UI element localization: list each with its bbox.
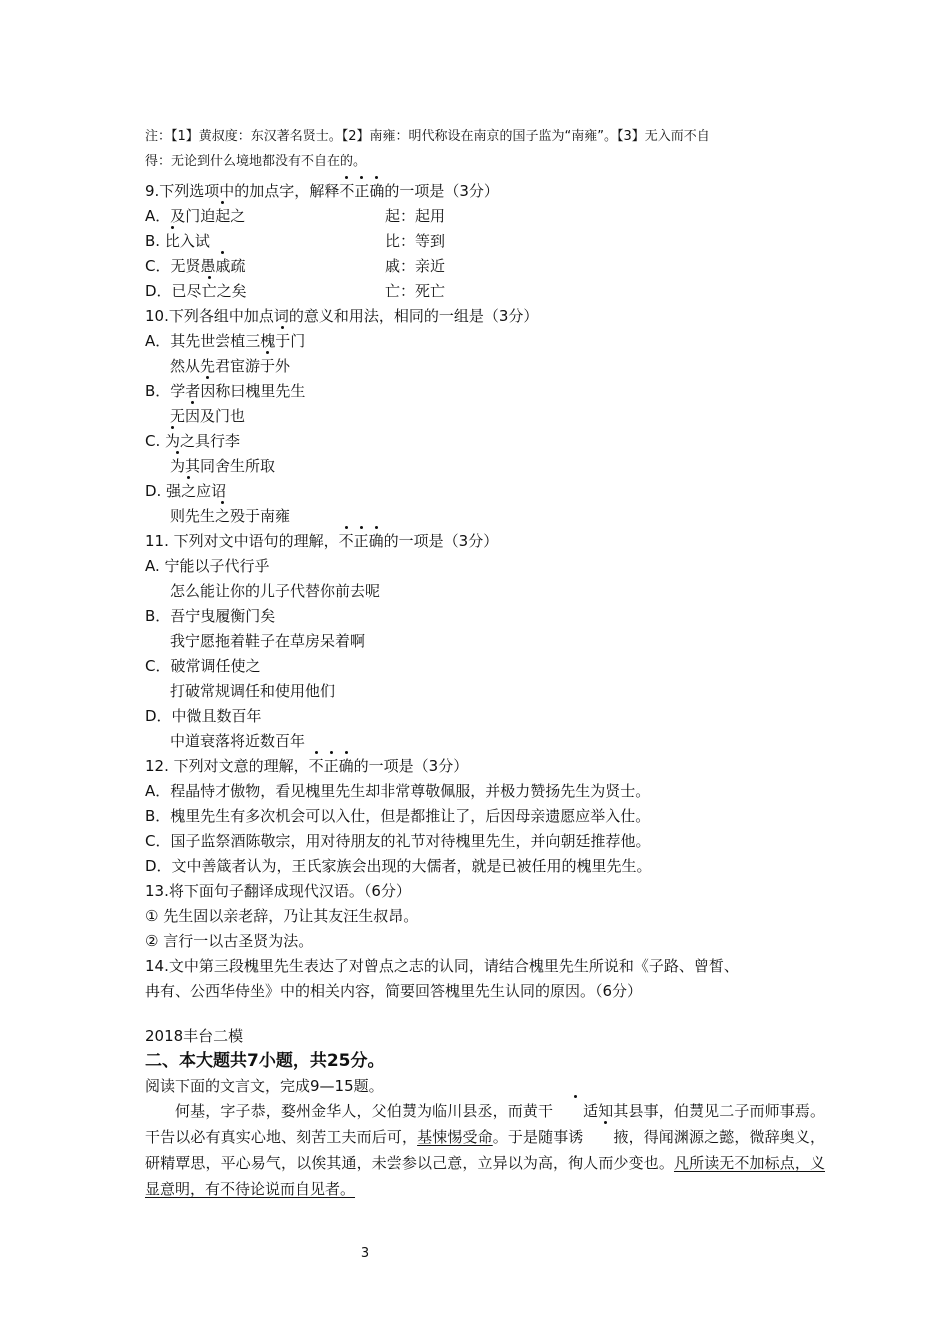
q11-item-sentence: D．中微且数百年 <box>145 707 262 725</box>
section-title: 二、本大题共7小题，共25分。 <box>145 1051 385 1071</box>
q10-group-line-2 <box>145 404 825 429</box>
dotted-char: 掖 <box>583 1124 628 1150</box>
dotted-char: 确 <box>339 754 354 779</box>
q13-sentence-1: ① 先生固以亲老辞，乃让其友汪生叔昂。 <box>145 907 419 925</box>
q10-group-line-1 <box>145 479 825 504</box>
dotted-char: 之 <box>181 479 196 504</box>
q9-option-phrase <box>145 204 385 229</box>
q10-line-text: 殁于南雍 <box>230 507 291 525</box>
q11-item-sentence: C．破常调任使之 <box>145 657 261 675</box>
q13-sentence-2: ② 言行一以古圣贤为法。 <box>145 932 314 950</box>
q9-option-text: A．及门迫 <box>145 207 216 225</box>
dotted-char: 为 <box>165 429 180 454</box>
reading-instruction: 阅读下面的文言文，完成9—15题。 <box>145 1077 384 1095</box>
emphasis-dotted <box>309 757 354 775</box>
q12-stem: 12. 下列对文意的理解，不正确的一项是（3分） <box>145 754 825 779</box>
q10-group-line-2 <box>145 454 825 479</box>
q10-line-text: 其先世尝植三槐 <box>170 332 276 350</box>
dotted-char: 因 <box>185 404 200 429</box>
q10-group-line-1 <box>145 379 825 404</box>
footnote-line-2: 得：无论到什么境地都没有不自在的。 <box>145 154 367 169</box>
dotted-char: 正 <box>354 179 369 204</box>
dotted-char: 不 <box>309 754 324 779</box>
emphasis-dotted <box>339 532 384 550</box>
dotted-char: 确 <box>369 529 384 554</box>
q11-item-sentence: B．吾宁曳履衡门矣 <box>145 607 276 625</box>
q10-line-text: 强 <box>166 482 182 500</box>
q9-option-text: B. <box>145 232 165 250</box>
q9-option-gloss: 比：等到 <box>385 232 446 250</box>
q12-option-c: C．国子监祭酒陈敬宗，用对待朋友的礼节对待槐里先生，并向朝廷推荐他。 <box>145 832 651 850</box>
section-2 <box>145 1024 825 1202</box>
q10-group-line-1 <box>145 329 825 354</box>
dotted-char: 于 <box>275 329 290 354</box>
dotted-char: 比 <box>165 229 180 254</box>
q9-option-text: 之矣 <box>216 282 247 300</box>
q10-line-text: 及门也 <box>200 407 246 425</box>
q10-group-label: C. <box>145 432 166 450</box>
q9-options <box>145 204 825 304</box>
dotted-char: 因 <box>200 379 215 404</box>
dotted-char: 不 <box>339 179 354 204</box>
q10-stem: 10.下列各组中加点词的意义和用法，相同的一组是（3分） <box>145 307 539 325</box>
q9-option <box>145 254 825 279</box>
emphasis-dotted <box>339 182 384 200</box>
q9-option <box>145 279 825 304</box>
underlined-sentence-2: 凡所读无不加标点，义显意明，有不待论说而自见者。 <box>145 1154 825 1198</box>
q9-option-gloss: 戚：亲近 <box>385 257 446 275</box>
q9-option-text: 入试 <box>179 232 210 250</box>
dotted-char: 之 <box>215 504 230 529</box>
q12-option-a: A．程晶恃才傲物，看见槐里先生却非常尊敬佩服，并极力赞扬先生为贤士。 <box>145 782 651 800</box>
q9-option-text: C．无贤愚 <box>145 257 216 275</box>
q9-option-text: 之 <box>230 207 246 225</box>
q10-line-text: 无 <box>170 407 186 425</box>
q9-option-phrase <box>145 229 385 254</box>
q12-option-b: B．槐里先生有多次机会可以入仕，但是都推让了，后因母亲遗愿应举入仕。 <box>145 807 651 825</box>
q10-groups <box>145 329 825 529</box>
q13-stem: 13.将下面句子翻译成现代汉语。（6分） <box>145 882 411 900</box>
q9-option-text: 疏 <box>230 257 246 275</box>
q9-option-text: D．已尽 <box>145 282 202 300</box>
q9-option <box>145 204 825 229</box>
q10-group-line-2 <box>145 354 825 379</box>
q10-line-text: 其同舍生所取 <box>185 457 276 475</box>
underlined-sentence-1: 基悚惕受命 <box>417 1128 493 1146</box>
page-number: 3 <box>360 1246 370 1261</box>
q10-line-text: 应诏 <box>196 482 227 500</box>
dotted-char: 正 <box>324 754 339 779</box>
q10-line-text: 之具行李 <box>180 432 241 450</box>
q10-group-line-2 <box>145 504 825 529</box>
passage: 何基，字子恭，婺州金华人，父伯熭为临川县丞，而黄干 适知其县事，伯熭见二子而师事焉。干告以必有真实心地、刻苦工夫而后可，基悚惕受命。于是随事诱 掖，得闻渊源之懿，微辞奥义，研精覃思，平心易气，以俟其通，未尝参以己意，立异以为高，徇人而少变也。凡所读无不加标点，义显意明，有不待论说而自见者。 <box>145 1098 825 1202</box>
dotted-char: 戚 <box>215 254 230 279</box>
q10-group-label: D. <box>145 482 167 500</box>
q10-group-line-1 <box>145 429 825 454</box>
source-label: 2018丰台二模 <box>145 1027 244 1045</box>
footnote-line-1: 注：【1】黄叔度：东汉著名贤士。【2】南雍：明代称设在南京的国子监为“南雍”。【3】无入而不自 <box>145 129 710 144</box>
dotted-char: 正 <box>354 529 369 554</box>
q12-option-d: D．文中善箴者认为，王氏家族会出现的大儒者，就是已被任用的槐里先生。 <box>145 857 652 875</box>
q14-stem-line-2: 冉有、公西华侍坐》中的相关内容，简要回答槐里先生认同的原因。（6分） <box>145 982 643 1000</box>
q11-item-translation: 打破常规调任和使用他们 <box>170 682 336 700</box>
dotted-char: 于 <box>260 354 275 379</box>
q14-stem-line-1: 14.文中第三段槐里先生表达了对曾点之志的认同，请结合槐里先生所说和《子路、曾皙、 <box>145 957 739 975</box>
q10-group-label: A． <box>145 332 171 350</box>
q11-item-translation: 中道衰落将近数百年 <box>170 732 306 750</box>
q9-option-phrase <box>145 254 385 279</box>
dotted-char: 亡 <box>202 279 217 304</box>
q9-option <box>145 229 825 254</box>
q10-group-label: B． <box>145 382 171 400</box>
dotted-char: 适 <box>553 1098 598 1124</box>
q11-items <box>145 554 825 754</box>
q9-option-phrase <box>145 279 385 304</box>
q10-line-text: 门 <box>290 332 306 350</box>
q10-line-text: 学者 <box>170 382 201 400</box>
q11-item-translation: 怎么能让你的儿子代替你前去呢 <box>170 582 381 600</box>
q10-line-text: 则先生 <box>170 507 216 525</box>
dotted-char: 确 <box>369 179 384 204</box>
q11-item-sentence: A. 宁能以子代行乎 <box>145 557 270 575</box>
q10-line-text: 外 <box>275 357 291 375</box>
questions <box>145 179 825 1004</box>
dotted-char: 为 <box>170 454 185 479</box>
footnote <box>145 124 825 174</box>
q11-stem: 11. 下列对文中语句的理解，不正确的一项是（3分） <box>145 529 825 554</box>
q11-item-translation: 我宁愿拖着鞋子在草房呆着啊 <box>170 632 366 650</box>
dotted-char: 不 <box>339 529 354 554</box>
q9-stem: 9.下列选项中的加点字，解释不正确的一项是（3分） <box>145 179 825 204</box>
q9-option-gloss: 亡：死亡 <box>385 282 446 300</box>
q10-line-text: 称曰槐里先生 <box>215 382 306 400</box>
q10-line-text: 然从先君宦游 <box>170 357 261 375</box>
q9-option-gloss: 起：起用 <box>385 207 446 225</box>
dotted-char: 起 <box>215 204 230 229</box>
